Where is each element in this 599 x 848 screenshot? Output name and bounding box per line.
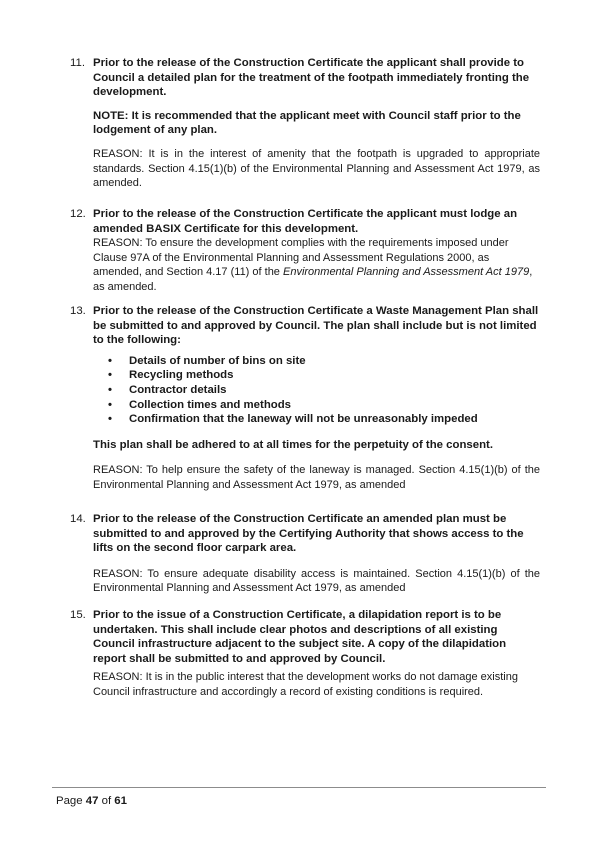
page-footer bbox=[56, 794, 127, 809]
condition-reason: REASON: To ensure adequate disability access is maintained. Section 4.15(1)(b) of the Environmental Planning and Assessment Act 1979, as amended bbox=[93, 567, 540, 595]
condition-12 bbox=[70, 207, 540, 295]
condition-number: 11. bbox=[70, 57, 85, 69]
condition-number: 13. bbox=[70, 305, 86, 317]
reason-text-end: , as amended. bbox=[93, 266, 533, 293]
condition-11 bbox=[70, 56, 540, 191]
footer-divider bbox=[52, 787, 546, 788]
condition-heading: Prior to the release of the Construction Certificate a Waste Management Plan shall be submitted to and approved by Council. The plan shall include but is not limited to the following: bbox=[93, 305, 539, 347]
list-item: • Confirmation that the laneway will not be unreasonably impeded bbox=[108, 413, 478, 426]
condition-closing: This plan shall be adhered to at all times for the perpetuity of the consent. bbox=[93, 438, 494, 451]
condition-number: 12. bbox=[70, 208, 86, 220]
condition-13 bbox=[70, 304, 540, 493]
condition-number: 15. bbox=[70, 609, 86, 621]
condition-14 bbox=[70, 512, 540, 596]
condition-reason: REASON: It is in the interest of amenity that the footpath is upgraded to appropriate standards. Section 4.15(1)(b) of the Environmental Planning and Assessment Act 1979, as amended. bbox=[93, 147, 540, 190]
condition-reason: REASON: To help ensure the safety of the laneway is managed. Section 4.15(1)(b) of the Environmental Planning and Assessment Act 1979, as amended bbox=[93, 464, 540, 491]
bullet-icon: • bbox=[108, 369, 112, 382]
bullet-icon: • bbox=[108, 398, 112, 411]
act-title-italic: Environmental Planning and Assessment Act 1979 bbox=[282, 266, 530, 279]
total-pages-number: 61 bbox=[114, 795, 127, 807]
condition-heading: Prior to the issue of a Construction Certificate, a dilapidation report is to be undertaken. This shall include clear photos and descriptions of all existing Council infrastructure adjacent to the subject site. A copy of the dilapidation report shall be submitted to and approved by Council. bbox=[93, 609, 507, 665]
condition-reason: REASON: It is in the public interest that the development works do not damage existing Council infrastructure and accordingly a record of existing conditions is required. bbox=[93, 671, 518, 698]
condition-reason bbox=[93, 236, 540, 294]
condition-heading: Prior to the release of the Construction Certificate the applicant must lodge an amended BASIX Certificate for this development. bbox=[93, 208, 518, 235]
condition-number: 14. bbox=[70, 513, 86, 525]
list-item: • Details of number of bins on site bbox=[108, 354, 306, 367]
reason-text: REASON: To ensure the development complies with the requirements imposed under Clause 97A of the Environmental Planning and Assessment Regulations 2000, as amended, and Section 4.17 (11) of the bbox=[93, 237, 509, 279]
list-item: • Contractor details bbox=[108, 383, 227, 396]
current-page-number: 47 bbox=[85, 795, 99, 807]
bullet-icon: • bbox=[108, 354, 112, 367]
condition-15 bbox=[70, 608, 540, 700]
page-label: Page bbox=[56, 795, 86, 807]
list-item: • Collection times and methods bbox=[108, 398, 292, 411]
bullet-icon: • bbox=[108, 383, 112, 396]
condition-heading: Prior to the release of the Construction Certificate the applicant shall provide to Council a detailed plan for the treatment of the footpath immediately fronting the development. bbox=[93, 57, 530, 99]
waste-plan-list bbox=[93, 354, 540, 427]
list-item: • Recycling methods bbox=[108, 369, 234, 382]
bullet-icon: • bbox=[108, 413, 112, 426]
condition-heading: Prior to the release of the Construction Certificate an amended plan must be submitted to and approved by the Certifying Authority that shows access to the lifts on the second floor carpark area. bbox=[93, 513, 524, 555]
condition-note: NOTE: It is recommended that the applicant meet with Council staff prior to the lodgement of any plan. bbox=[93, 109, 521, 137]
page-of-label: of bbox=[98, 795, 115, 807]
